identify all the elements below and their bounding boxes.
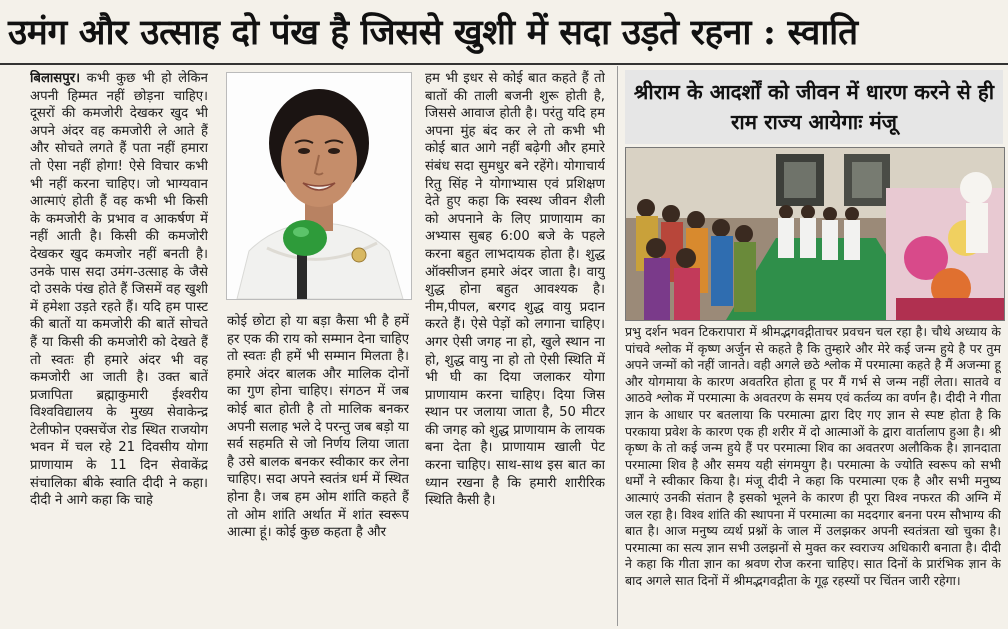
portrait-illustration [227, 73, 411, 299]
main-headline: उमंग और उत्साह दो पंख है जिससे खुशी में सदा उड़ते रहना : स्वाति [8, 12, 858, 53]
gathering-hall-photo [625, 147, 1005, 321]
top-rule [0, 63, 1008, 65]
story1-col1-text: कभी कुछ भी हो लेकिन अपनी हिम्मत नहीं छोड़ना चाहिए। दूसरों की कमजोरी देखकर खुद भी अपने अंदर वह कमजोरी ले आते हैं और सोचते लगते हैं पता नहीं हमारा तो ऐसा नहीं होगा! ऐसे विचार कभी भी नहीं करना चाहिए। जो भाग्यवान आत्माएं होती हैं वह कभी भी किसी के कमजोरी के प्रभाव व आकर्षण में नहीं आती है। किसी की कमजोरी देखकर खुद कमजोर नहीं बनती है। उनके पास सदा उमंग-उत्साह के जैसे दो उसके पंख होते हैं जिसमें वह खुशी में हमेशा उड़ते रहते हैं। यदि हम पास्ट की बातों या कमजोरी की बातें सोचते हैं या किसी की कमजोरी को देखते हैं तो स्वतः ही हमारे अंदर भी वह कमजोरी आ जाती है। उक्त बातें प्रजापिता ब्रह्माकुमारी ईश्वरीय विश्वविद्यालय के मुख्य सेवाकेन्द्र टेलीफोन एक्सचेंज रोड स्थित राजयोग भवन में चल रहे 21 दिवसीय योगा प्राणायाम के 11 दिन सेवाकेंद्र संचालिका बीके स्वाति दीदी ने कहा। दीदी ने आगे कहा कि चाहे [30, 71, 208, 509]
story1-column-1 [30, 70, 208, 620]
story2-headline: श्रीराम के आदर्शों को जीवन में धारण करने से ही राम राज्य आयेगाः मंजू [625, 70, 1003, 144]
column-divider [617, 66, 618, 626]
hall-illustration [626, 148, 1004, 320]
story1-column-3: हम भी इधर से कोई बात कहते हैं तो बातों की ताली बजनी शुरू होती है, जिससे आवाज होती है। परंतु यदि हम अपना मुंह बंद कर ले तो कभी भी कोई बात आगे नहीं बढ़ेगी और हमारे संबंध सदा सुमधुर बने रहेंगे। योगाचार्य रितु सिंह ने योगाभ्यास एवं प्रशिक्षण देते हुए कहा कि स्वस्थ जीवन शैली को अपनाने के लिए प्राणायाम का अभ्यास सुबह 6:00 बजे के पहले करना बहुत लाभदायक होता है। शुद्ध ऑक्सीजन हमारे अंदर जाता है। वायु शुद्ध होना बहुत आवश्यक है। नीम,पीपल, बरगद शुद्ध वायु प्रदान करते हैं। ऐसे पेड़ों को लगाना चाहिए। अगर ऐसी जगह ना हो, खुले स्थान ना हो, शुद्ध वायु ना हो तो ऐसी स्थिति में भी घी का दिया जलाकर योगा प्राणायाम करना चाहिए। दिया जिस स्थान पर जलाया जाता है, 50 मीटर की जगह को शुद्ध प्राणायाम के लायक बना देता है। प्राणायाम खाली पेट करना चाहिए। साथ-साथ इस बात का ध्यान रखना है कि हमारी शारीरिक स्थिति कैसी है। [425, 71, 605, 509]
dateline-place: बिलासपुर। [30, 71, 81, 86]
portrait-with-microphone-photo [226, 72, 412, 300]
story1-column-2: कोई छोटा हो या बड़ा कैसा भी है हमें हर एक की राय को सम्मान देना चाहिए तो स्वतः ही हमें भी सम्मान मिलता है। हमारे अंदर बालक और मालिक दोनों का गुण होना चाहिए। संगठन में जब कोई बात होती है तो मालिक बनकर अपनी सलाह भले दे परन्तु जब बड़ो या सर्व सहमति से जो निर्णय लिया जाता है उसे बालक बनकर स्वीकार कर लेना चाहिए। सदा अपने स्वतंत्र धर्म में स्थित होना है। जब हम ओम शांति कहते हैं तो ओम शांति अर्थात में शांत स्वरूप आत्मा हूं। कोई कुछ कहता है और [227, 314, 409, 541]
story2-body: प्रभु दर्शन भवन टिकरापारा में श्रीमद्भगवद्गीताचर प्रवचन चल रहा है। चौथे अध्याय के पांचवे श्लोक में कृष्ण अर्जुन से कहते है कि तुम्हारे और मेरे कई जन्म हुये है पर तुम अपने जन्मों को नहीं जानते। वही अगले छठे श्लोक में परमात्मा कहते है मैं अजन्मा हू और योगमाया के कारण अवतरित होता हू पर मैं गर्भ से जन्म नहीं लेता। सातवे व आठवे श्लोक में परमात्मा के अवतरण के समय एवं कर्तव्य का वर्णन है। दीदी ने गीता ज्ञान के आधार पर बतलाया कि परमात्मा द्वारा दिए गए ज्ञान से स्पष्ट होता है कि परकाया प्रवेश के कारण एक ही शरीर में दो आत्माओं के द्वारा वार्तालाप हुआ है। श्री कृष्ण के तो कई जन्म हुये हैं पर परमात्मा शिव का अवतरण अलौकिक है। ज्ञानदाता परमात्मा शिव है और समय यही संगमयुग है। परमात्मा के ज्योति स्वरूप को सभी धर्मों ने स्वीकार किया है। मंजू दीदी ने कहा कि परमात्मा एक है और सभी मनुष्य आत्माएं उनकी संतान है इसको भूलने के कारण ही पूरा विश्व नफरत की अग्नि में जल रहा है। विश्व शांति की स्थापना में परमात्मा का मददगार बनना परम सौभाग्य की बात है। आज मनुष्य व्यर्थ प्रश्नों के जाल में उलझकर अपनी स्वतंत्रता खो चुका है। परमात्मा का सत्य ज्ञान सभी उलझनों से मुक्त कर स्वराज्य अधिकारी बनाता है। दीदी ने कहा कि गीता ज्ञान का श्रवण रोज करना चाहिए। सात दिनों के प्रारंभिक ज्ञान के बाद अगले सात दिनों में श्रीमद्भगवद्गीता के गूढ़ रहस्यों पर चिंतन जारी रहेगा। [625, 324, 1001, 588]
